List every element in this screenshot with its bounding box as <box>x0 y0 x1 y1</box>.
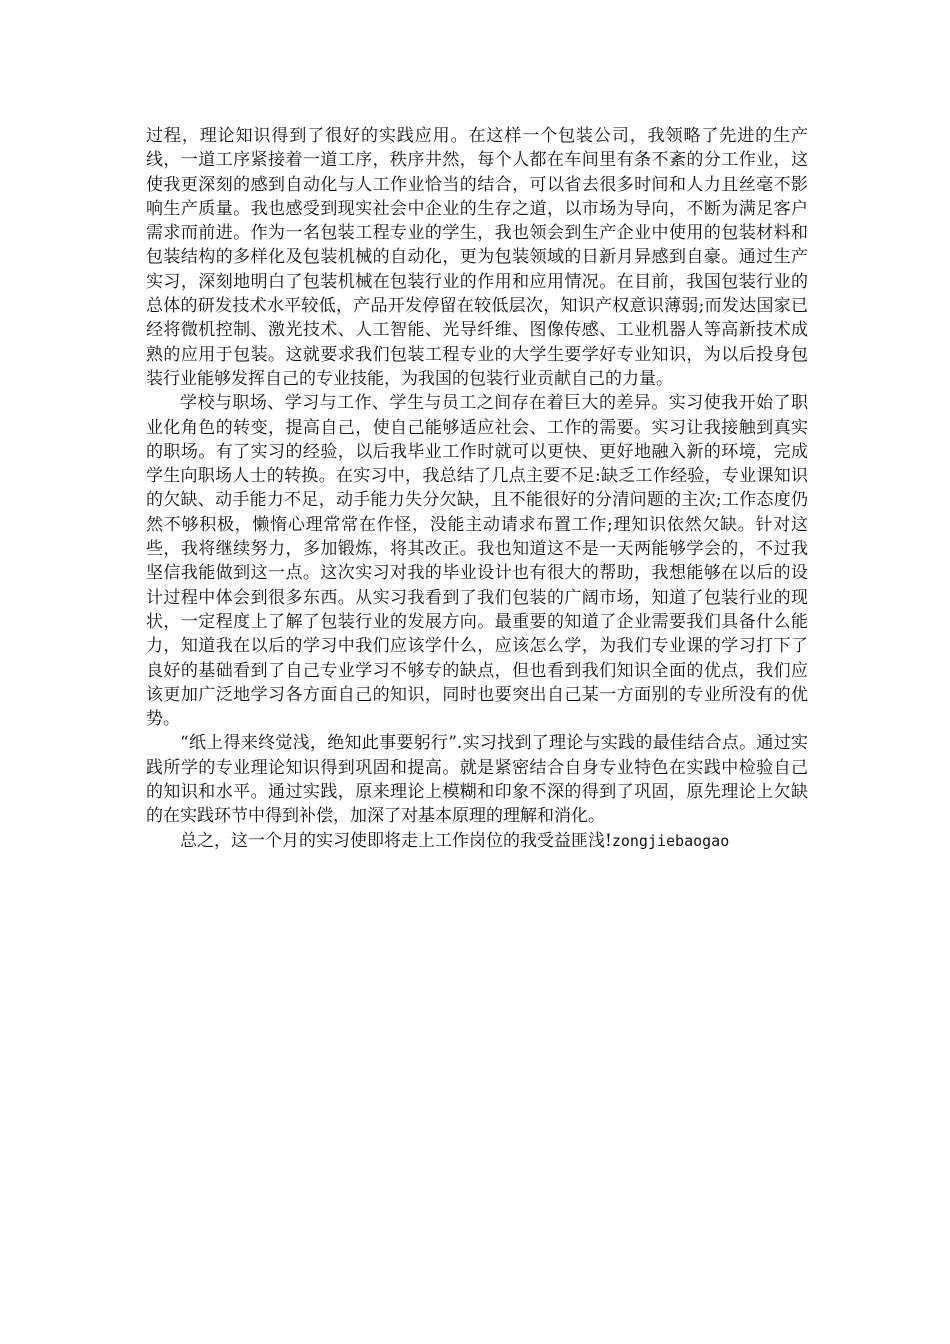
paragraph-2: 学校与职场、学习与工作、学生与员工之间存在着巨大的差异。实习使我开始了职业化角色的转变，提高自己，使自己能够适应社会、工作的需要。实习让我接触到真实的职场。有了实习的经验，以后我毕业工作时就可以更快、更好地融入新的环境，完成学生向职场人士的转换。在实习中，我总结了几点主要不足:缺乏工作经验，专业课知识的欠缺、动手能力不足，动手能力失分欠缺，且不能很好的分清问题的主次;工作态度仍然不够积极，懒惰心理常常在作怪，没能主动请求布置工作;理知识依然欠缺。针对这些，我将继续努力，多加锻炼，将其改正。我也知道这不是一天两能够学会的，不过我坚信我能做到这一点。这次实习对我的毕业设计也有很大的帮助，我想能够在以后的设计过程中体会到很多东西。从实习我看到了我们包装的广阔市场，知道了包装行业的现状，一定程度上了解了包装行业的发展方向。最重要的知道了企业需要我们具备什么能力，知道我在以后的学习中我们应该学什么，应该怎么学，为我们专业课的学习打下了良好的基础看到了自己专业学习不够专的缺点，但也看到我们知识全面的优点，我们应该更加广泛地学习各方面自己的知识，同时也要突出自己某一方面别的专业所没有的优势。 <box>146 393 808 730</box>
paragraph-3: “纸上得来终觉浅，绝知此事要躬行”.实习找到了理论与实践的最佳结合点。通过实践所学的专业理论知识得到巩固和提高。就是紧密结合自身专业特色在实践中检验自己的知识和水平。通过实践，原来理论上模糊和印象不深的得到了巩固，原先理论上欠缺的在实践环节中得到补偿，加深了对基本原理的理解和消化。 <box>146 733 808 827</box>
body-text <box>146 124 808 853</box>
paragraph-4-text: 总之，这一个月的实习使即将走上工作岗位的我受益匪浅! <box>180 830 612 851</box>
paragraph-4-suffix: zongjiebaogao <box>611 831 730 850</box>
paragraph-4 <box>146 829 808 853</box>
paragraph-1: 过程，理论知识得到了很好的实践应用。在这样一个包装公司，我领略了先进的生产线，一道工序紧接着一道工序，秩序井然，每个人都在车间里有条不紊的分工作业，这使我更深刻的感到自动化与人工作业恰当的结合，可以省去很多时间和人力且丝毫不影响生产质量。我也感受到现实社会中企业的生存之道，以市场为导向，不断为满足客户需求而前进。作为一名包装工程专业的学生，我也领会到生产企业中使用的包装材料和包装结构的多样化及包装机械的自动化，更为包装领域的日新月异感到自豪。通过生产实习，深刻地明白了包装机械在包装行业的作用和应用情况。在目前，我国包装行业的总体的研发技术水平较低，产品开发停留在较低层次，知识产权意识薄弱;而发达国家已经将微机控制、激光技术、人工智能、光导纤维、图像传感、工业机器人等高新技术成熟的应用于包装。这就要求我们包装工程专业的大学生要学好专业知识，为以后投身包装行业能够发挥自己的专业技能，为我国的包装行业贡献自己的力量。 <box>146 126 808 389</box>
